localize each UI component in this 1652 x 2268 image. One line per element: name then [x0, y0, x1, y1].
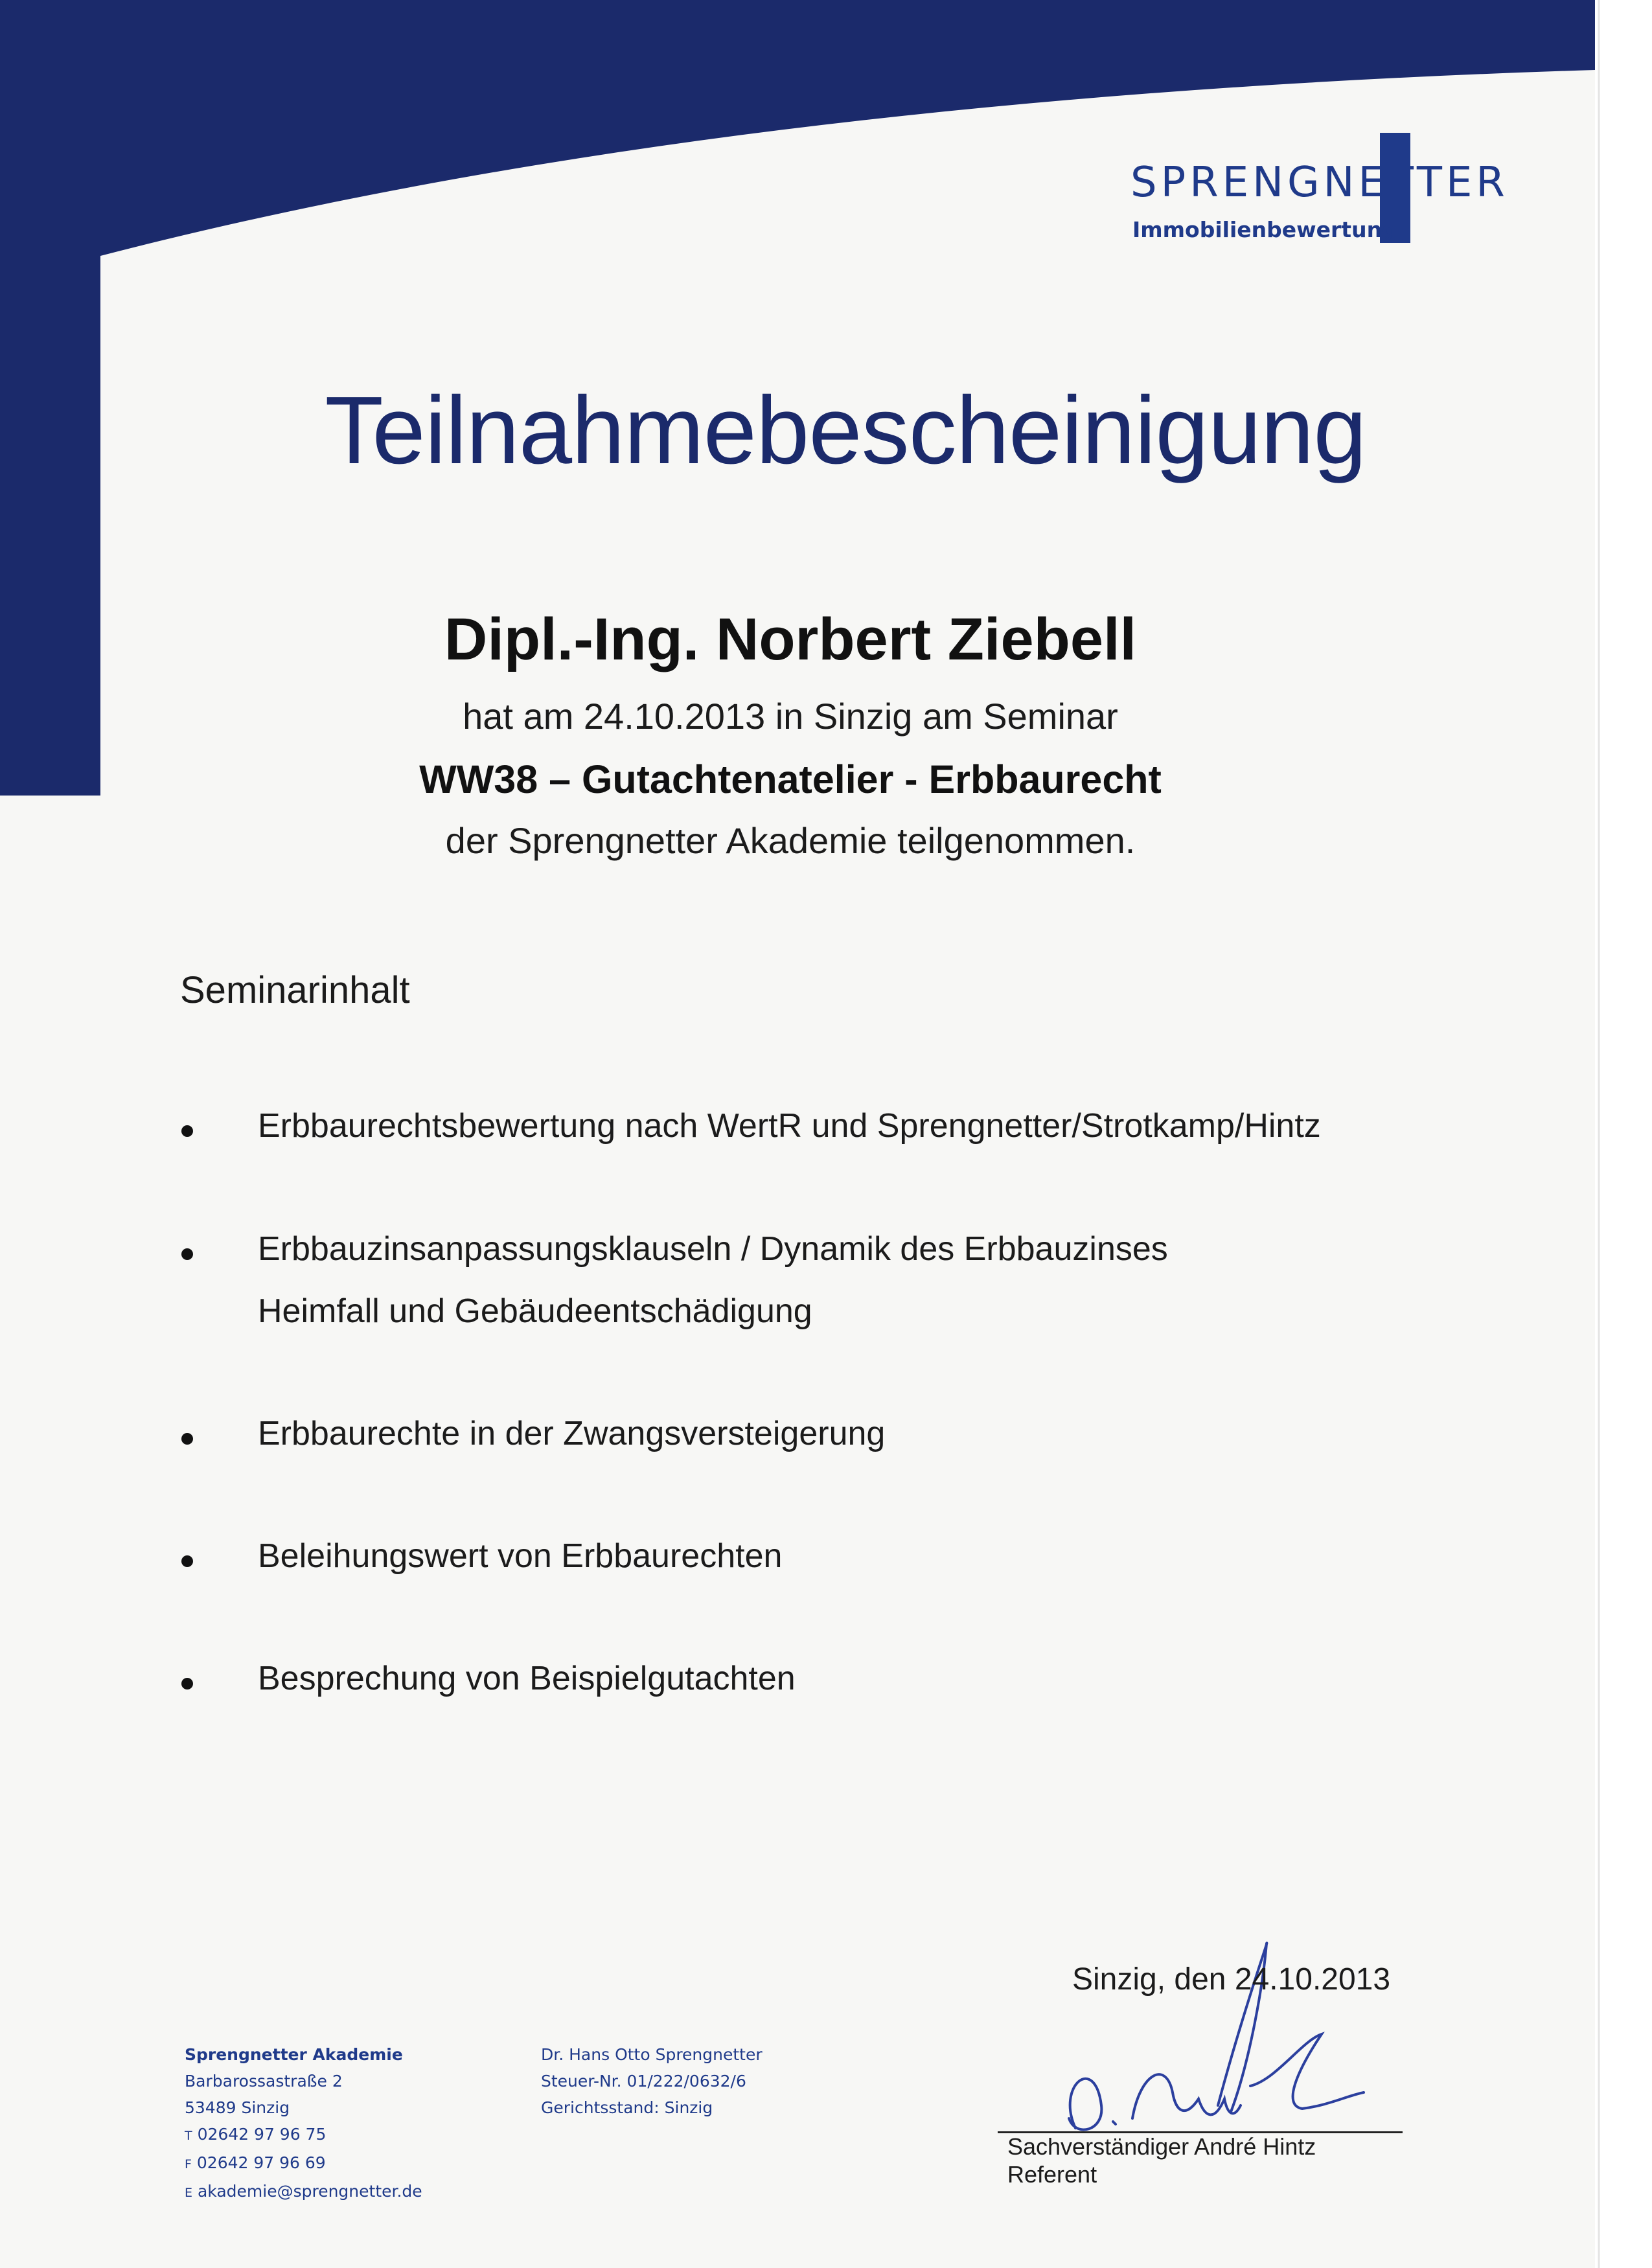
- footer-fax: [185, 2149, 422, 2178]
- contents-item: Erbbaurechte in der Zwangsversteigerung: [258, 1415, 886, 1452]
- footer-academy-name: Sprengnetter Akademie: [185, 2045, 403, 2064]
- attendance-line: hat am 24.10.2013 in Sinzig am Seminar: [463, 696, 1118, 737]
- bullet-icon: [181, 1125, 193, 1137]
- contents-heading: Seminarinhalt: [180, 969, 410, 1011]
- certificate-title: Teilnahmebescheinigung: [325, 377, 1366, 484]
- bullet-icon: [181, 1678, 193, 1690]
- contents-item: Erbbauzinsanpassungsklauseln / Dynamik des Erbbauzinses: [258, 1230, 1168, 1268]
- footer-legal-info: [541, 2041, 763, 2121]
- signer-role: Referent: [1007, 2161, 1097, 2188]
- academy-line: der Sprengnetter Akademie teilgenommen.: [445, 820, 1136, 861]
- footer-email: [185, 2178, 422, 2206]
- contents-item: Besprechung von Beispielgutachten: [258, 1660, 796, 1697]
- fax-prefix: F: [185, 2157, 192, 2171]
- contents-item: Erbbaurechtsbewertung nach WertR und Sprengnetter/Strotkamp/Hintz: [258, 1107, 1321, 1145]
- paper-edge: [1595, 0, 1652, 2268]
- footer-city: 53489 Sinzig: [185, 2098, 290, 2117]
- footer-court: Gerichtsstand: Sinzig: [541, 2098, 713, 2117]
- footer-academy-address: [185, 2041, 422, 2206]
- email-prefix: E: [185, 2186, 193, 2200]
- phone-number: 02642 97 96 75: [197, 2125, 327, 2144]
- bullet-icon: [181, 1248, 193, 1260]
- contents-item-continuation: Heimfall und Gebäudeentschädigung: [258, 1292, 812, 1330]
- fax-number: 02642 97 96 69: [196, 2153, 326, 2172]
- phone-prefix: T: [185, 2129, 192, 2143]
- contents-item: Beleihungswert von Erbbaurechten: [258, 1537, 783, 1575]
- footer-phone: [185, 2121, 422, 2149]
- brand-subtitle: Immobilienbewertung: [1132, 217, 1397, 242]
- participant-name: Dipl.-Ing. Norbert Ziebell: [444, 606, 1137, 672]
- footer-street: Barbarossastraße 2: [185, 2072, 343, 2090]
- footer-owner: Dr. Hans Otto Sprengnetter: [541, 2045, 763, 2064]
- bullet-icon: [181, 1433, 193, 1445]
- bullet-icon: [181, 1555, 193, 1567]
- brand-name: SPRENGNETTER: [1130, 159, 1509, 207]
- seminar-title: WW38 – Gutachtenatelier - Erbbaurecht: [419, 757, 1162, 801]
- signer-name: Sachverständiger André Hintz: [1007, 2133, 1316, 2160]
- place-and-date: Sinzig, den 24.10.2013: [1072, 1962, 1391, 1997]
- footer-tax-number: Steuer-Nr. 01/222/0632/6: [541, 2072, 746, 2090]
- email-address: akademie@sprengnetter.de: [197, 2182, 422, 2201]
